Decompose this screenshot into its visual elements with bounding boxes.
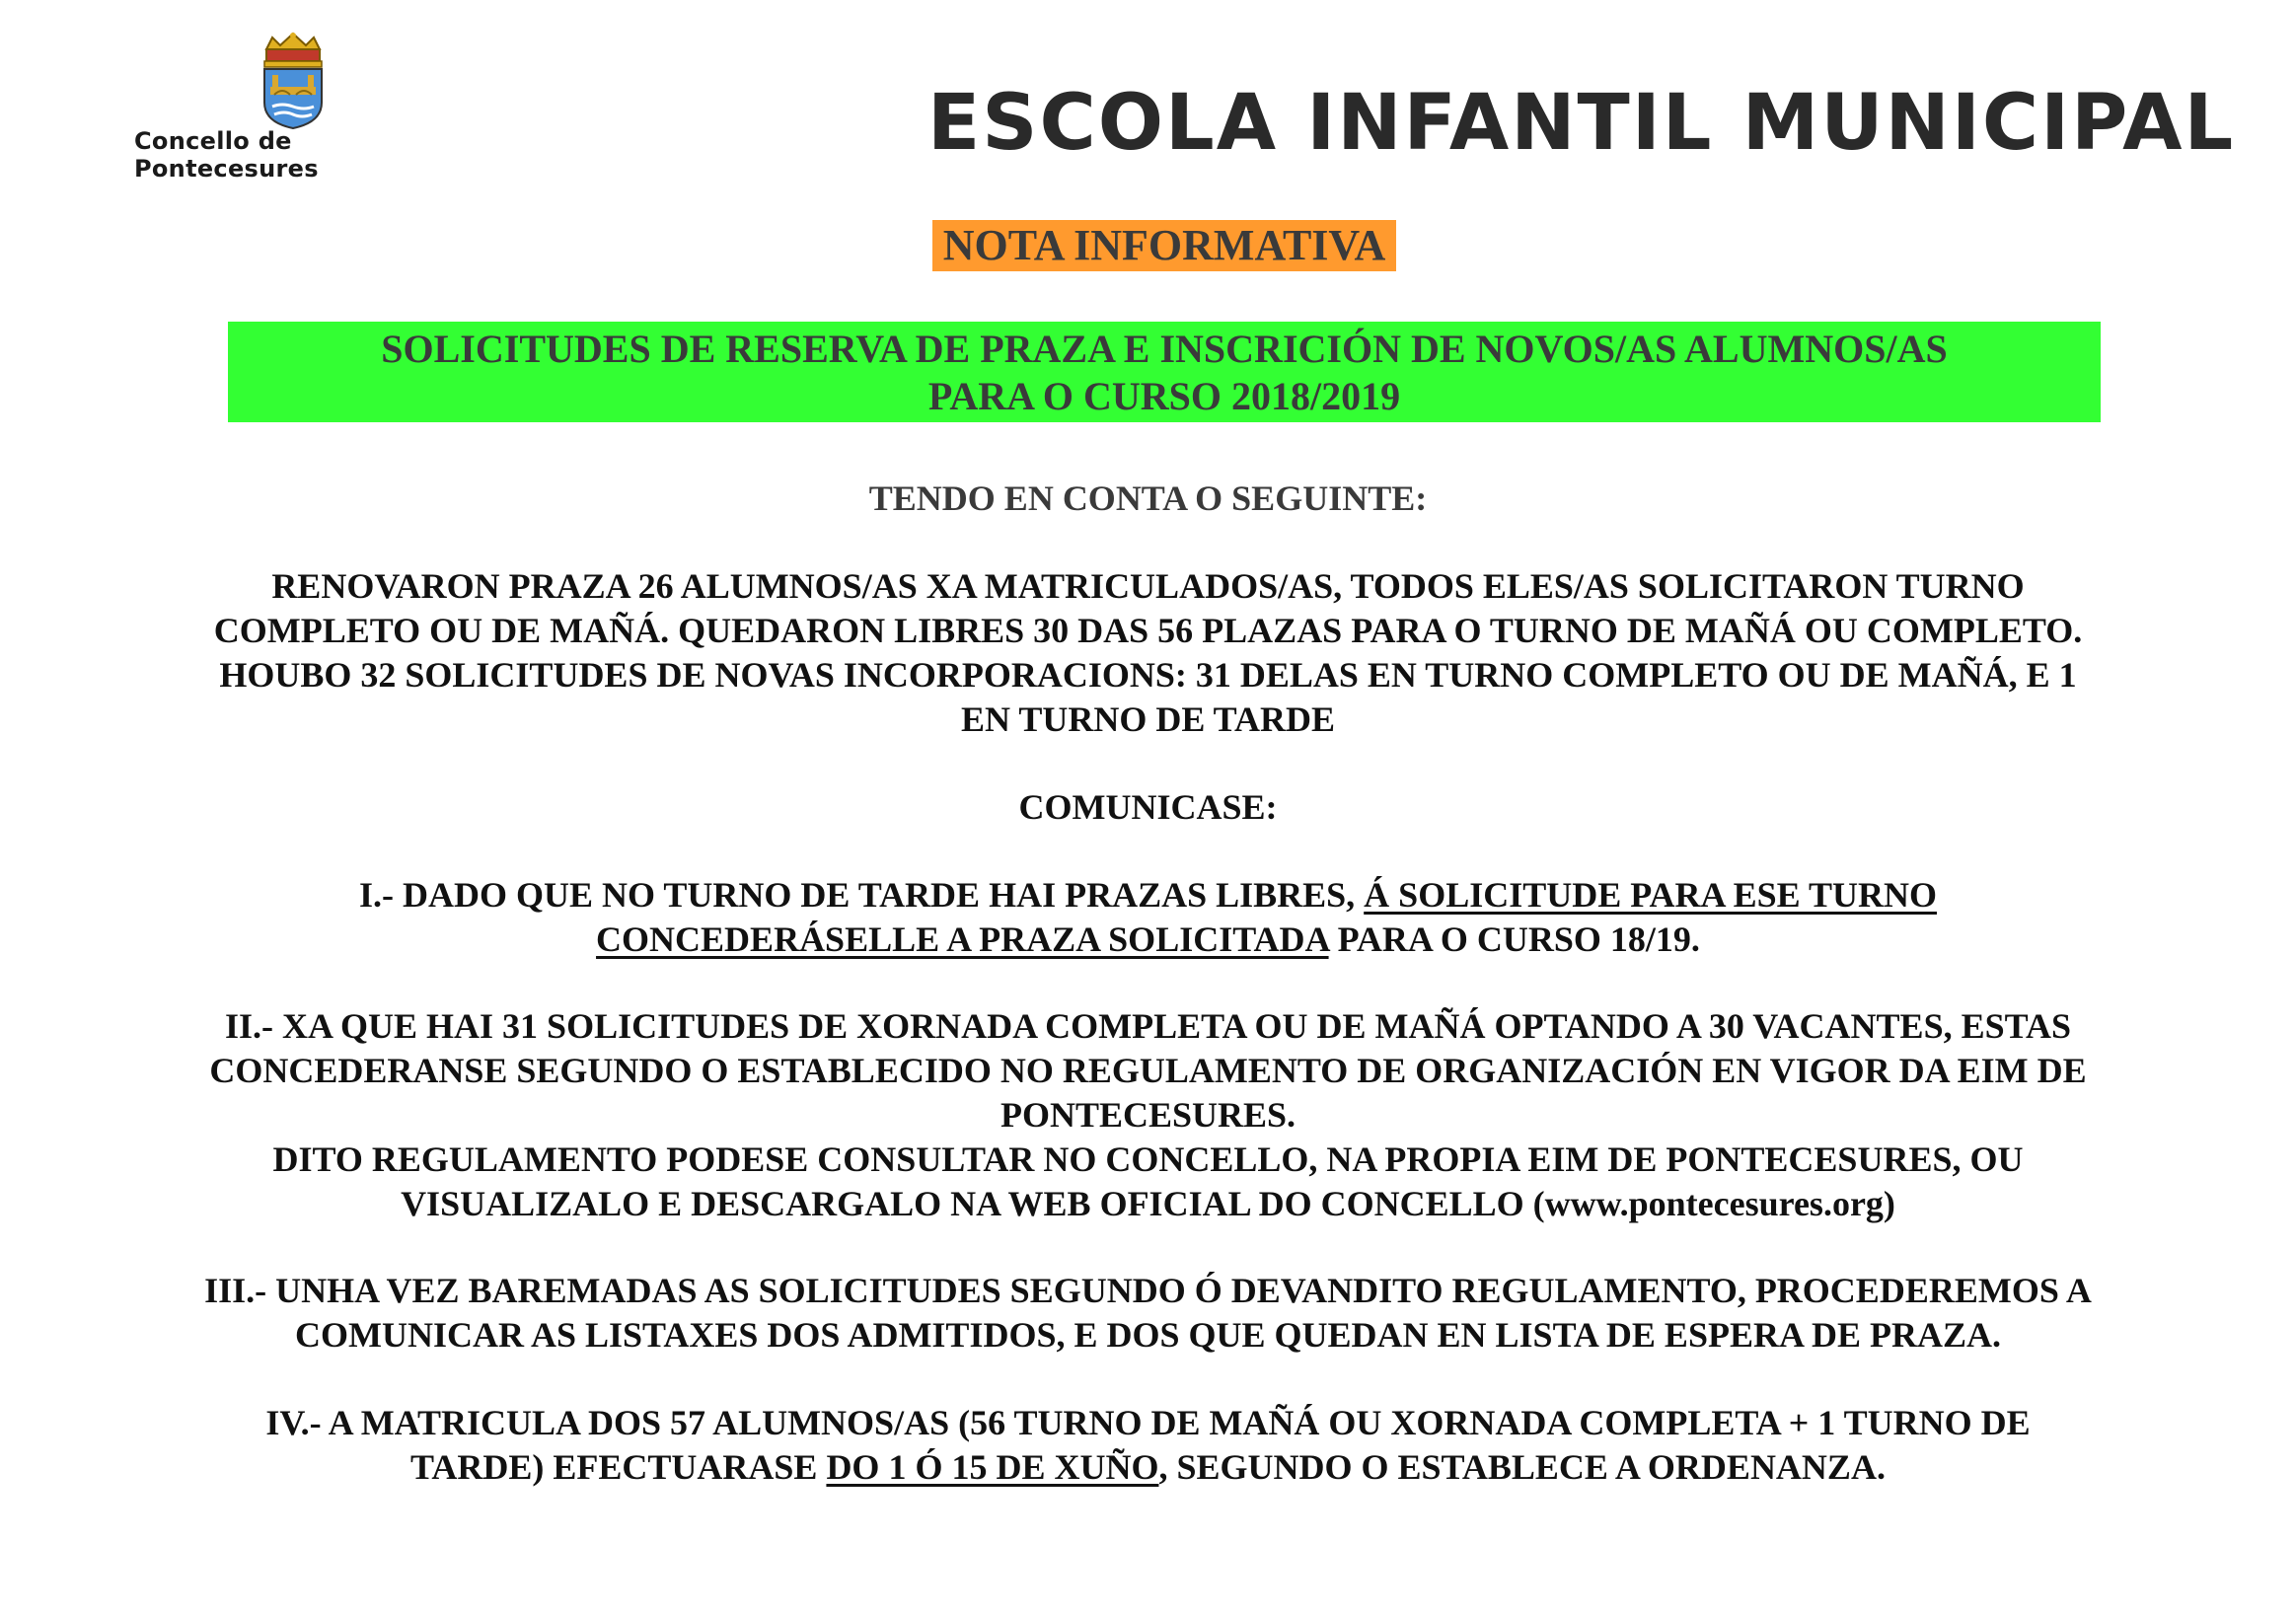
section-3-line: III.- UNHA VEZ BAREMADAS AS SOLICITUDES SEGUNDO Ó DEVANDITO REGULAMENTO, PROCEDEREMOS A <box>204 1271 2092 1310</box>
section-4-line-1: IV.- A MATRICULA DOS 57 ALUMNOS/AS (56 TURNO DE MAÑÁ OU XORNADA COMPLETA + 1 TURNO DE <box>265 1403 2031 1442</box>
section-2-line: II.- XA QUE HAI 31 SOLICITUDES DE XORNADA COMPLETA OU DE MAÑÁ OPTANDO A 30 VACANTES, ESTAS <box>225 1006 2071 1046</box>
section-2-line: DITO REGULAMENTO PODESE CONSULTAR NO CONCELLO, NA PROPIA EIM DE PONTECESURES, OU <box>272 1139 2024 1179</box>
page-title: ESCOLA INFANTIL MUNICIPAL <box>927 79 2236 168</box>
intro-heading: TENDO EN CONTA O SEGUINTE: <box>868 478 1428 518</box>
section-1-text: PARA O CURSO 18/19. <box>1328 919 1700 959</box>
section-1-underlined: Á SOLICITUDE PARA ESE TURNO <box>1364 875 1937 915</box>
announcement-banner <box>228 322 2101 422</box>
intro-line: COMPLETO OU DE MAÑÁ. QUEDARON LIBRES 30 DAS 56 PLAZAS PARA O TURNO DE MAÑÁ OU COMPLETO. <box>213 611 2083 650</box>
section-4-underlined-dates: DO 1 Ó 15 DE XUÑO <box>826 1447 1159 1487</box>
section-4-line-2 <box>99 1445 2197 1490</box>
municipal-logo <box>134 32 470 183</box>
section-1-text: I.- DADO QUE NO TURNO DE TARDE HAI PRAZAS LIBRES, <box>359 875 1365 915</box>
communicate-heading: COMUNICASE: <box>1018 787 1278 827</box>
section-2-line: CONCEDERANSE SEGUNDO O ESTABLECIDO NO REGULAMENTO DE ORGANIZACIÓN EN VIGOR DA EIM DE <box>209 1051 2087 1090</box>
section-4-text: , SEGUNDO O ESTABLECE A ORDENANZA. <box>1158 1447 1886 1487</box>
banner-line-2: PARA O CURSO 2018/2019 <box>927 374 1401 418</box>
intro-line: RENOVARON PRAZA 26 ALUMNOS/AS XA MATRICULADOS/AS, TODOS ELES/AS SOLICITARON TURNO <box>271 566 2025 606</box>
banner-line-1: SOLICITUDES DE RESERVA DE PRAZA E INSCRICIÓN DE NOVOS/AS ALUMNOS/AS <box>381 327 1948 371</box>
section-1-line-2 <box>99 918 2197 962</box>
section-2-line: PONTECESURES. <box>1000 1095 1296 1135</box>
section-2-line: VISUALIZALO E DESCARGALO NA WEB OFICIAL DO CONCELLO (www.pontecesures.org) <box>401 1184 1895 1223</box>
coat-of-arms-icon <box>253 32 333 130</box>
logo-text: Concello de Pontecesures <box>134 127 319 183</box>
nota-informativa-label: NOTA INFORMATIVA <box>932 220 1396 271</box>
section-1-underlined: CONCEDERÁSELLE A PRAZA SOLICITADA <box>596 919 1329 959</box>
section-1-line-1 <box>99 873 2197 918</box>
section-4-text: TARDE) EFECTUARASE <box>410 1447 827 1487</box>
intro-line: HOUBO 32 SOLICITUDES DE NOVAS INCORPORACIONS: 31 DELAS EN TURNO COMPLETO OU DE MAÑÁ, E 1 <box>219 655 2077 695</box>
intro-line: EN TURNO DE TARDE <box>960 699 1336 739</box>
section-3-line: COMUNICAR AS LISTAXES DOS ADMITIDOS, E DOS QUE QUEDAN EN LISTA DE ESPERA DE PRAZA. <box>294 1315 2001 1355</box>
